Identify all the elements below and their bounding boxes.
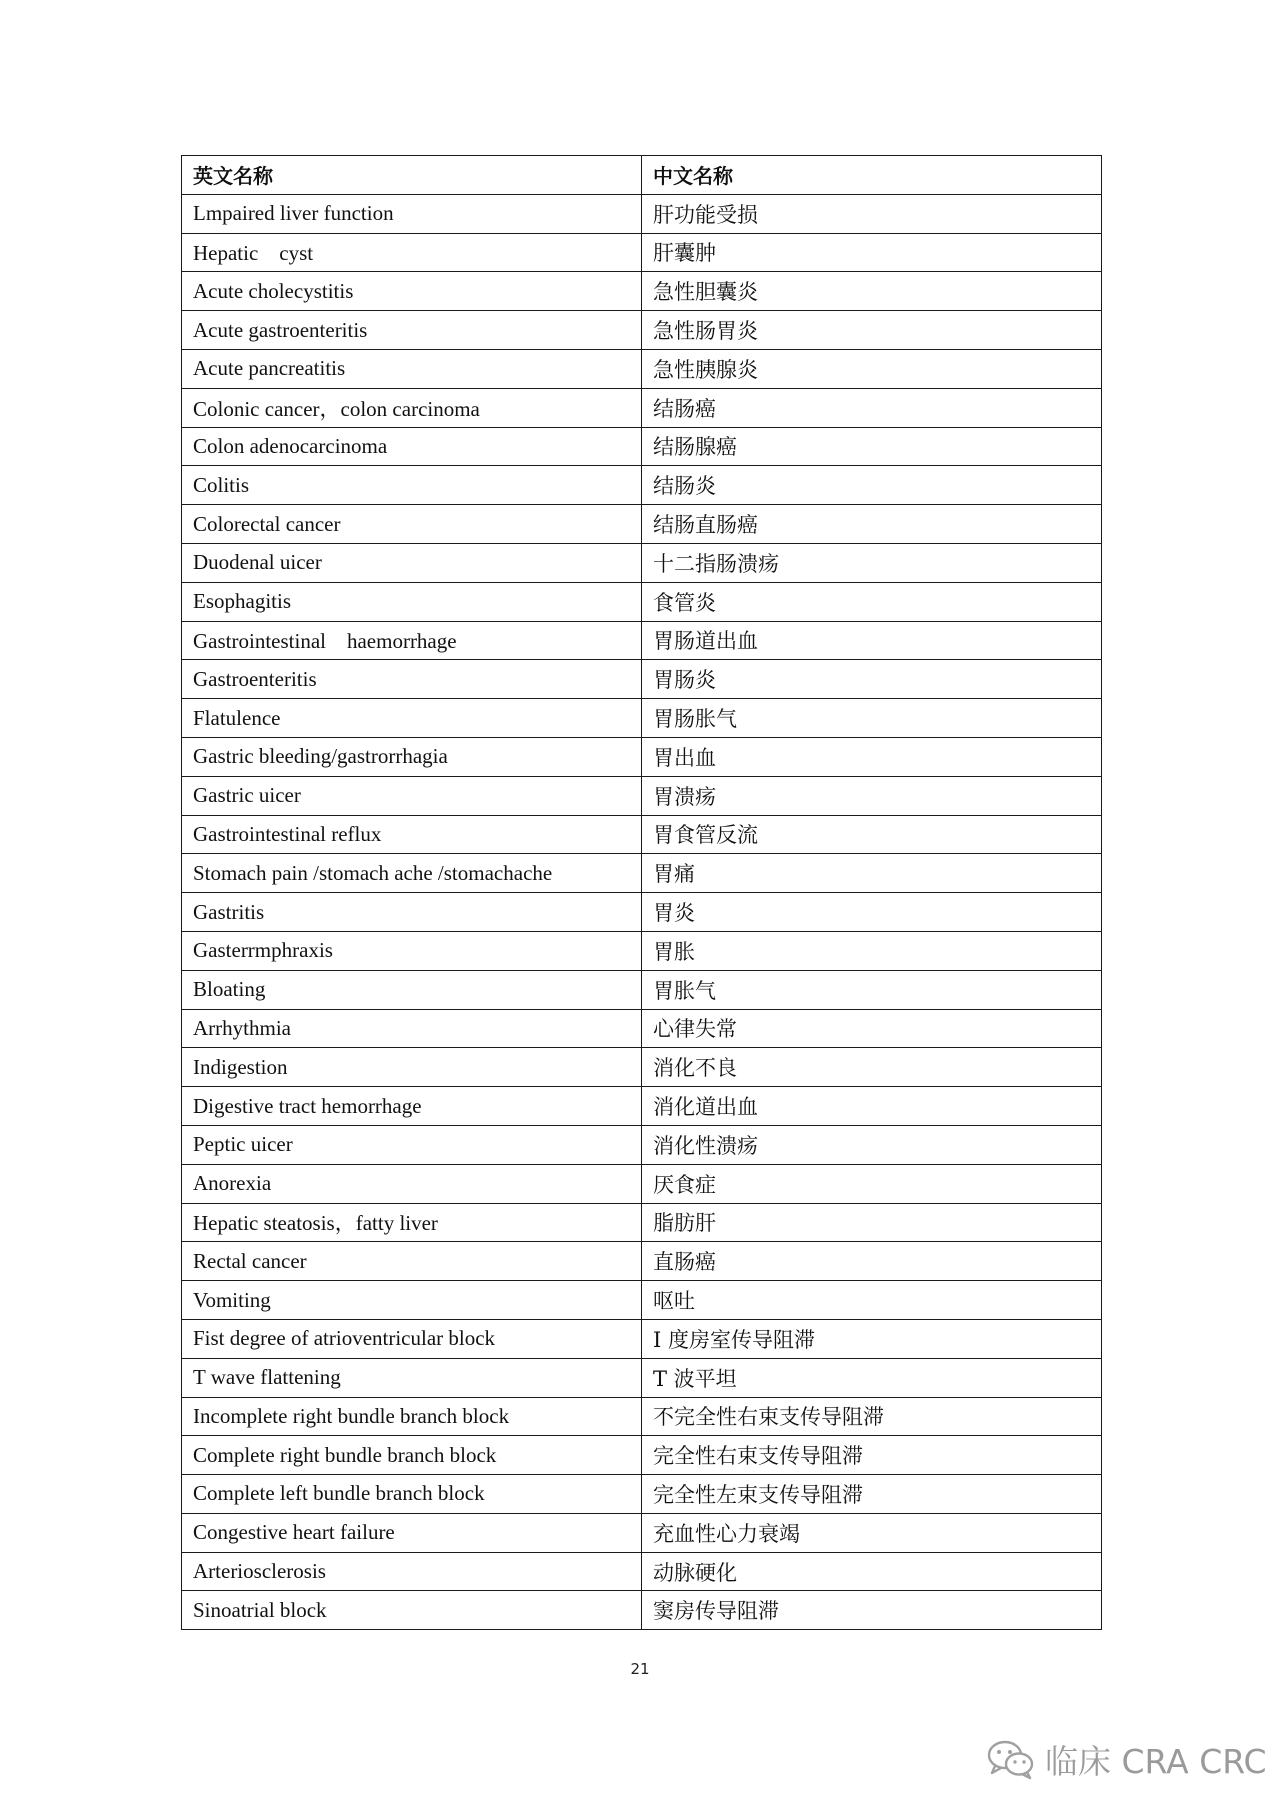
english-term-cell: Complete right bundle branch block <box>182 1436 642 1475</box>
watermark-text: 临床 CRA CRC <box>1045 1741 1267 1781</box>
english-term-cell: Arrhythmia <box>182 1009 642 1048</box>
table-row <box>182 1242 1102 1281</box>
english-term-cell: Gastritis <box>182 893 642 932</box>
chinese-term-cell: 呕吐 <box>642 1281 1102 1320</box>
english-term-cell: Fist degree of atrioventricular block <box>182 1319 642 1358</box>
english-term-cell: Rectal cancer <box>182 1242 642 1281</box>
table-row <box>182 699 1102 738</box>
table-row <box>182 1009 1102 1048</box>
chinese-term-cell: 肝囊肿 <box>642 233 1102 272</box>
table-row <box>182 660 1102 699</box>
english-term-cell: Indigestion <box>182 1048 642 1087</box>
english-term-cell: Peptic uicer <box>182 1125 642 1164</box>
glossary-body <box>182 194 1102 1629</box>
glossary-table <box>181 155 1102 1630</box>
english-term-cell: T wave flattening <box>182 1358 642 1397</box>
english-term-cell: Complete left bundle branch block <box>182 1475 642 1514</box>
table-row <box>182 427 1102 466</box>
chinese-term-cell: 胃炎 <box>642 893 1102 932</box>
table-row <box>182 1397 1102 1436</box>
chinese-term-cell: 急性肠胃炎 <box>642 311 1102 350</box>
table-row <box>182 621 1102 660</box>
chinese-term-cell: 急性胆囊炎 <box>642 272 1102 311</box>
english-term-cell: Bloating <box>182 970 642 1009</box>
chinese-term-cell: 结肠腺癌 <box>642 427 1102 466</box>
english-term-cell: Lmpaired liver function <box>182 194 642 233</box>
english-term-cell: Digestive tract hemorrhage <box>182 1087 642 1126</box>
table-row <box>182 1591 1102 1630</box>
table-row <box>182 1125 1102 1164</box>
table-row <box>182 582 1102 621</box>
chinese-term-cell: 食管炎 <box>642 582 1102 621</box>
english-term-cell: Anorexia <box>182 1164 642 1203</box>
table-row <box>182 1475 1102 1514</box>
chinese-term-cell: 完全性左束支传导阻滞 <box>642 1475 1102 1514</box>
chinese-term-cell: 结肠炎 <box>642 466 1102 505</box>
table-row <box>182 311 1102 350</box>
chinese-term-cell: 结肠癌 <box>642 388 1102 427</box>
table-row <box>182 970 1102 1009</box>
english-term-cell: Esophagitis <box>182 582 642 621</box>
table-header-row <box>182 156 1102 195</box>
chinese-term-cell: I 度房室传导阻滞 <box>642 1319 1102 1358</box>
header-english-name: 英文名称 <box>182 156 642 195</box>
watermark <box>985 1735 1267 1783</box>
english-term-cell: Colitis <box>182 466 642 505</box>
chinese-term-cell: 结肠直肠癌 <box>642 505 1102 544</box>
chinese-term-cell: 胃肠胀气 <box>642 699 1102 738</box>
english-term-cell: Flatulence <box>182 699 642 738</box>
chinese-term-cell: 完全性右束支传导阻滞 <box>642 1436 1102 1475</box>
english-term-cell: Hepatic cyst <box>182 233 642 272</box>
table-row <box>182 1552 1102 1591</box>
chinese-term-cell: T 波平坦 <box>642 1358 1102 1397</box>
chinese-term-cell: 消化性溃疡 <box>642 1125 1102 1164</box>
chinese-term-cell: 直肠癌 <box>642 1242 1102 1281</box>
chinese-term-cell: 胃肠道出血 <box>642 621 1102 660</box>
english-term-cell: Gastric bleeding/gastrorrhagia <box>182 737 642 776</box>
chinese-term-cell: 十二指肠溃疡 <box>642 543 1102 582</box>
table-row <box>182 1436 1102 1475</box>
chinese-term-cell: 胃食管反流 <box>642 815 1102 854</box>
chinese-term-cell: 胃胀 <box>642 931 1102 970</box>
chinese-term-cell: 不完全性右束支传导阻滞 <box>642 1397 1102 1436</box>
chinese-term-cell: 胃溃疡 <box>642 776 1102 815</box>
table-row <box>182 388 1102 427</box>
table-row <box>182 1319 1102 1358</box>
table-row <box>182 233 1102 272</box>
chinese-term-cell: 胃肠炎 <box>642 660 1102 699</box>
english-term-cell: Arteriosclerosis <box>182 1552 642 1591</box>
table-row <box>182 1048 1102 1087</box>
chinese-term-cell: 胃胀气 <box>642 970 1102 1009</box>
table-row <box>182 815 1102 854</box>
wechat-icon <box>985 1738 1037 1780</box>
chinese-term-cell: 急性胰腺炎 <box>642 349 1102 388</box>
chinese-term-cell: 消化道出血 <box>642 1087 1102 1126</box>
table-row <box>182 1358 1102 1397</box>
table-row <box>182 931 1102 970</box>
english-term-cell: Gasterrmphraxis <box>182 931 642 970</box>
table-row <box>182 893 1102 932</box>
table-row <box>182 1203 1102 1242</box>
chinese-term-cell: 胃出血 <box>642 737 1102 776</box>
table-row <box>182 505 1102 544</box>
header-chinese-name: 中文名称 <box>642 156 1102 195</box>
table-row <box>182 349 1102 388</box>
english-term-cell: Acute gastroenteritis <box>182 311 642 350</box>
chinese-term-cell: 肝功能受损 <box>642 194 1102 233</box>
chinese-term-cell: 动脉硬化 <box>642 1552 1102 1591</box>
table-row <box>182 1087 1102 1126</box>
table-row <box>182 1164 1102 1203</box>
chinese-term-cell: 消化不良 <box>642 1048 1102 1087</box>
chinese-term-cell: 心律失常 <box>642 1009 1102 1048</box>
english-term-cell: Incomplete right bundle branch block <box>182 1397 642 1436</box>
page-number: 21 <box>630 1660 650 1678</box>
english-term-cell: Gastroenteritis <box>182 660 642 699</box>
chinese-term-cell: 充血性心力衰竭 <box>642 1513 1102 1552</box>
chinese-term-cell: 胃痛 <box>642 854 1102 893</box>
english-term-cell: Vomiting <box>182 1281 642 1320</box>
english-term-cell: Gastrointestinal haemorrhage <box>182 621 642 660</box>
table-row <box>182 543 1102 582</box>
table-row <box>182 776 1102 815</box>
english-term-cell: Stomach pain /stomach ache /stomachache <box>182 854 642 893</box>
english-term-cell: Acute pancreatitis <box>182 349 642 388</box>
english-term-cell: Colonic cancer，colon carcinoma <box>182 388 642 427</box>
table-row <box>182 1281 1102 1320</box>
chinese-term-cell: 脂肪肝 <box>642 1203 1102 1242</box>
table-row <box>182 272 1102 311</box>
table-row <box>182 737 1102 776</box>
english-term-cell: Gastrointestinal reflux <box>182 815 642 854</box>
english-term-cell: Duodenal uicer <box>182 543 642 582</box>
english-term-cell: Colon adenocarcinoma <box>182 427 642 466</box>
english-term-cell: Acute cholecystitis <box>182 272 642 311</box>
table-row <box>182 194 1102 233</box>
english-term-cell: Sinoatrial block <box>182 1591 642 1630</box>
chinese-term-cell: 厌食症 <box>642 1164 1102 1203</box>
english-term-cell: Congestive heart failure <box>182 1513 642 1552</box>
english-term-cell: Gastric uicer <box>182 776 642 815</box>
table-row <box>182 1513 1102 1552</box>
english-term-cell: Colorectal cancer <box>182 505 642 544</box>
table-row <box>182 466 1102 505</box>
english-term-cell: Hepatic steatosis，fatty liver <box>182 1203 642 1242</box>
table-row <box>182 854 1102 893</box>
chinese-term-cell: 窦房传导阻滞 <box>642 1591 1102 1630</box>
